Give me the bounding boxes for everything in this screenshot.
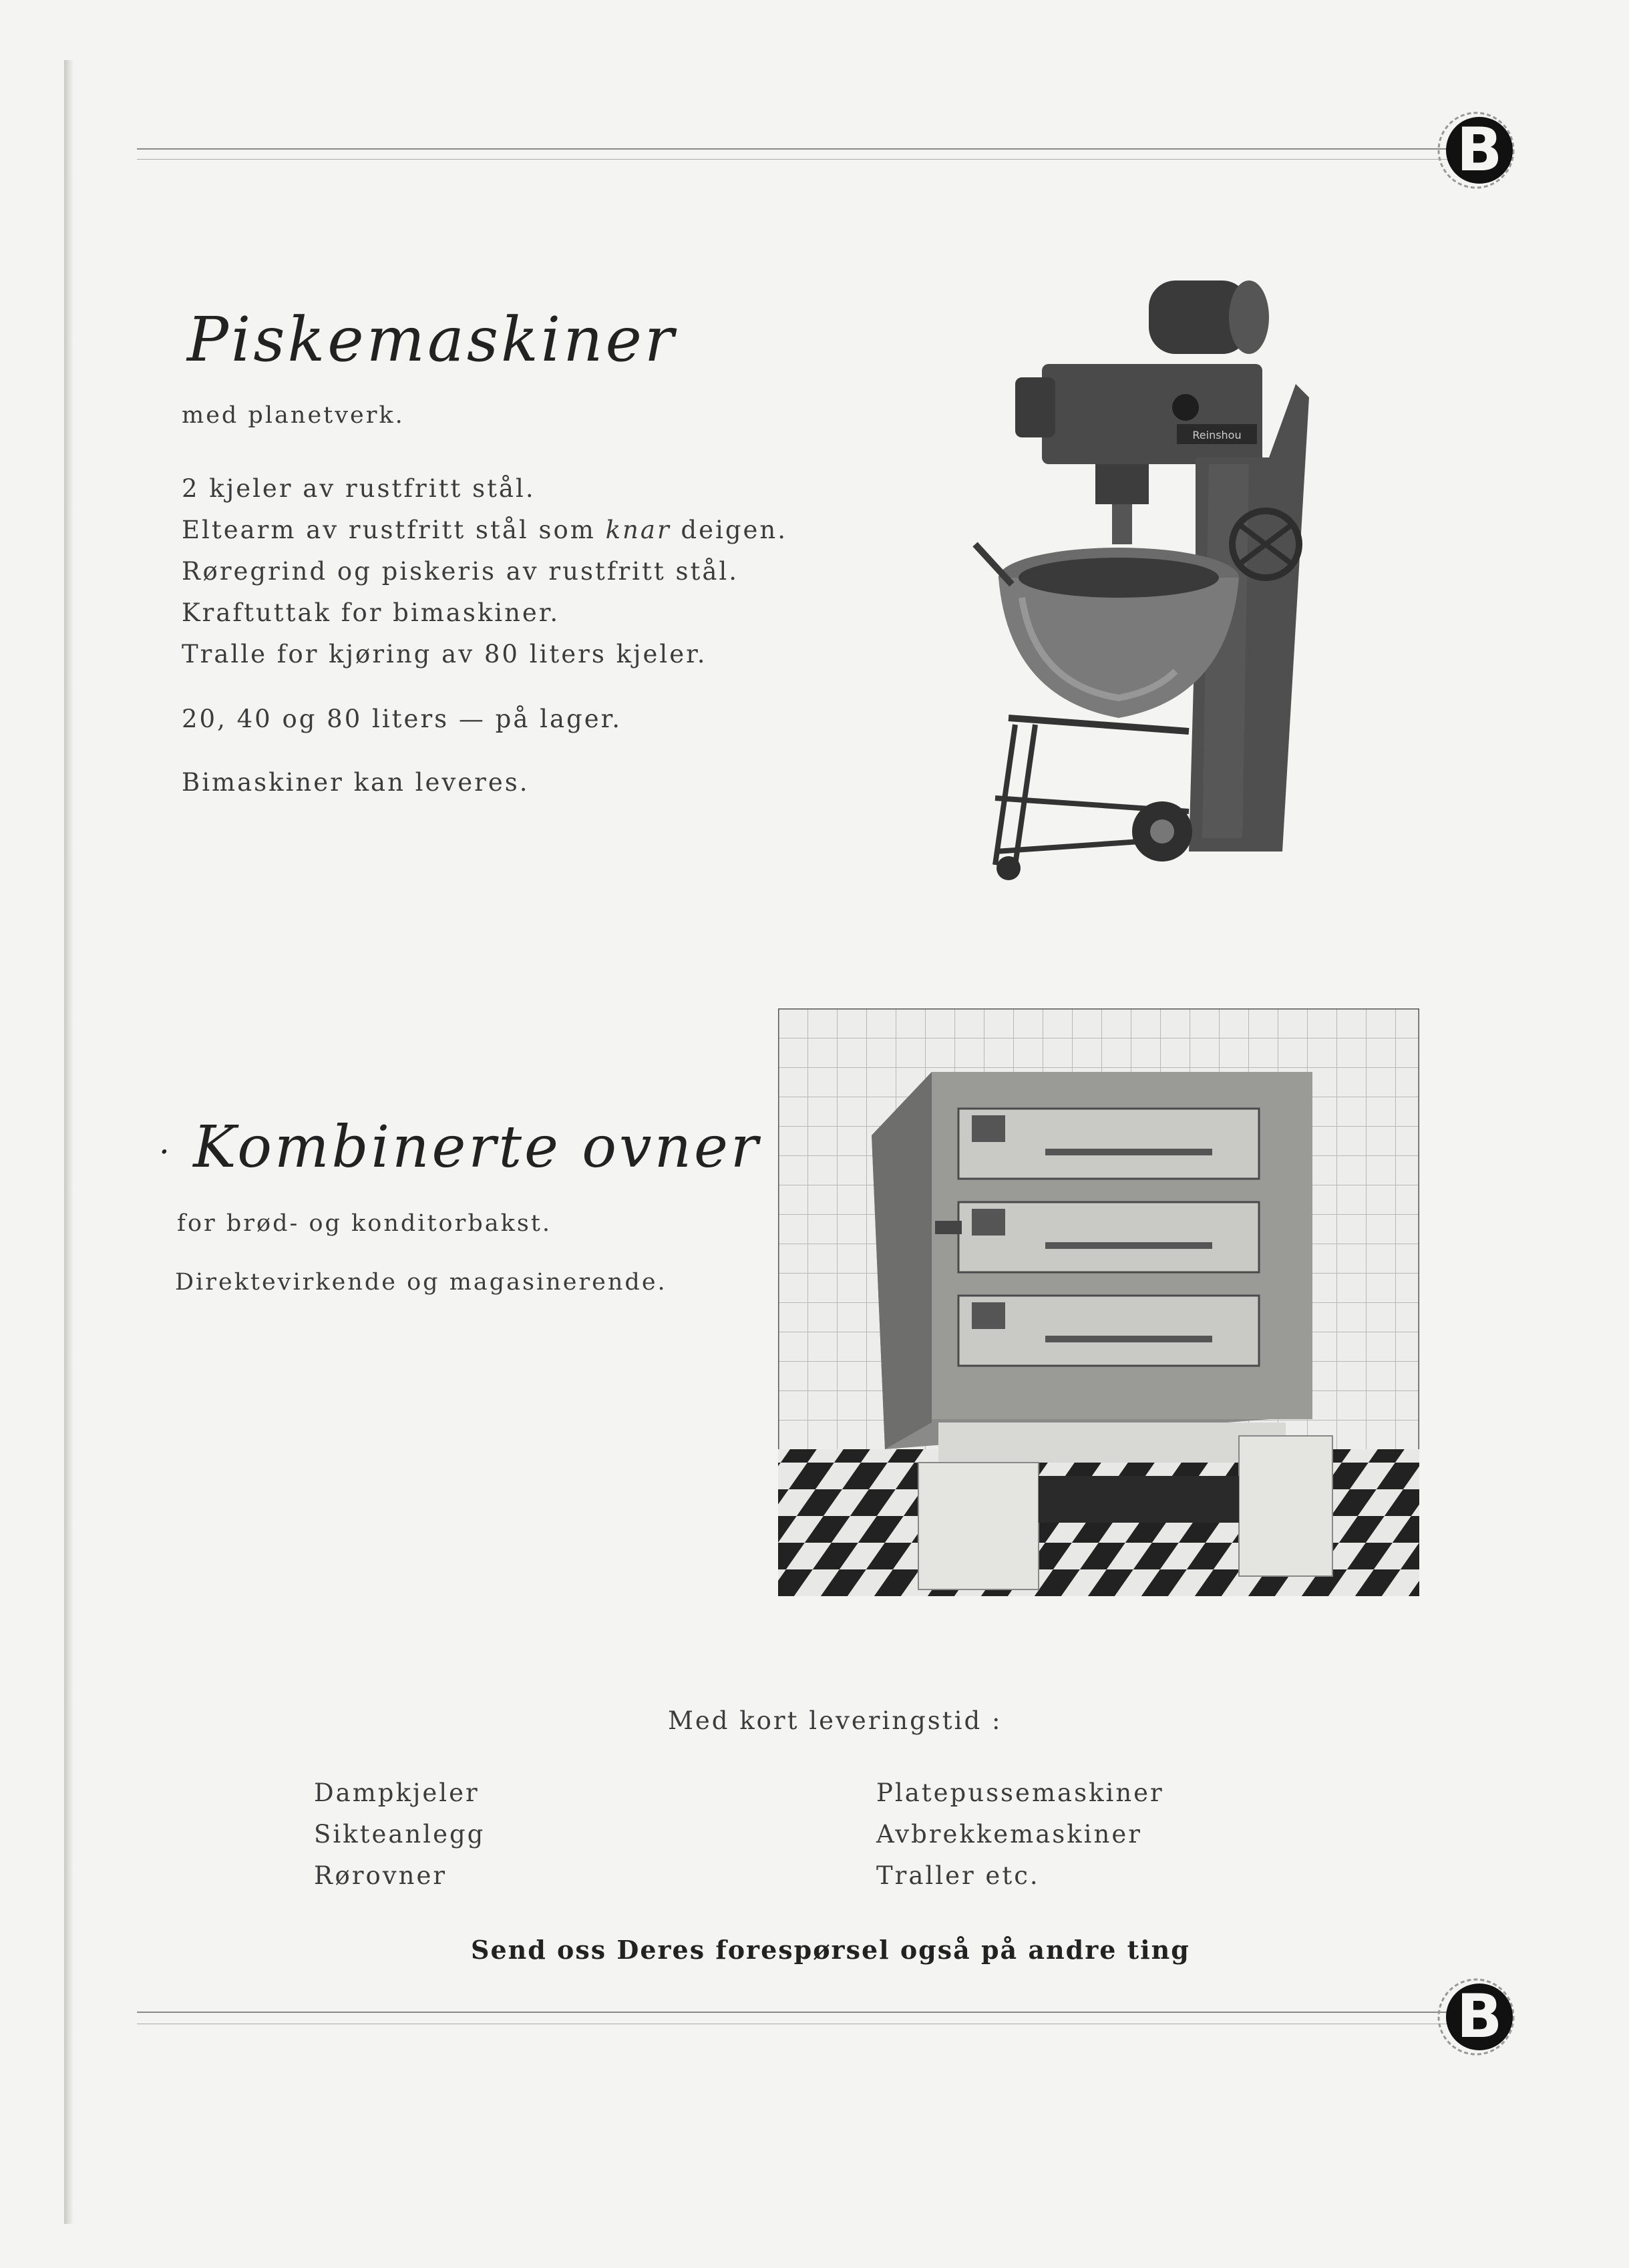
mixer-feature-2-italic: knar <box>605 516 671 544</box>
mixer-feature-4: Kraftuttak for bimaskiner. <box>182 598 560 627</box>
delivery-right-item-3: Traller etc. <box>876 1861 1040 1890</box>
delivery-right-item-1: Platepussemaskiner <box>876 1778 1164 1807</box>
mixer-feature-3: Røregrind og piskeris av rustfritt stål. <box>182 557 739 586</box>
svg-text:B: B <box>1456 1981 1503 2052</box>
company-logo-top <box>1433 107 1519 194</box>
oven-title <box>159 1114 761 1181</box>
delivery-heading: Med kort leveringstid : <box>668 1706 1003 1735</box>
svg-text:B: B <box>1456 115 1503 185</box>
delivery-left-item-2: Sikteanlegg <box>314 1820 486 1849</box>
inquiry-footer: Send oss Deres forespørsel også på andre ting <box>471 1935 1190 1965</box>
mixer-subtitle: med planetverk. <box>182 402 405 429</box>
oven-title-text: Kombinerte ovner <box>193 1114 761 1181</box>
delivery-right-item-2: Avbrekkemaskiner <box>876 1820 1142 1849</box>
mixer-title: Piskemaskiner <box>187 304 677 375</box>
bottom-rule <box>137 2012 1459 2013</box>
delivery-left-item-1: Dampkjeler <box>314 1778 480 1807</box>
oven-types: Direktevirkende og magasinerende. <box>175 1269 667 1296</box>
mixer-feature-2 <box>182 516 787 544</box>
company-logo-bottom <box>1433 1973 1519 2060</box>
top-rule-secondary <box>137 159 1459 160</box>
mixer-feature-1: 2 kjeler av rustfritt stål. <box>182 474 536 503</box>
mixer-nameplate: Reinshou <box>1192 429 1242 441</box>
planetary-mixer-photo <box>935 264 1336 892</box>
oven-title-bullet: · <box>159 1132 172 1171</box>
mixer-extras: Bimaskiner kan leveres. <box>182 768 530 797</box>
oven-subtitle: for brød- og konditorbakst. <box>177 1210 552 1237</box>
delivery-left-item-3: Rørovner <box>314 1861 447 1890</box>
page-edge-shadow <box>64 60 73 2224</box>
mixer-feature-5: Tralle for kjøring av 80 liters kjeler. <box>182 640 707 669</box>
mixer-feature-2-lead: Eltearm av rustfritt stål som <box>182 516 606 544</box>
mixer-sizes: 20, 40 og 80 liters — på lager. <box>182 705 622 733</box>
combined-oven-photo <box>778 1008 1419 1596</box>
mixer-feature-2-tail: deigen. <box>671 516 787 544</box>
top-rule <box>137 148 1459 150</box>
